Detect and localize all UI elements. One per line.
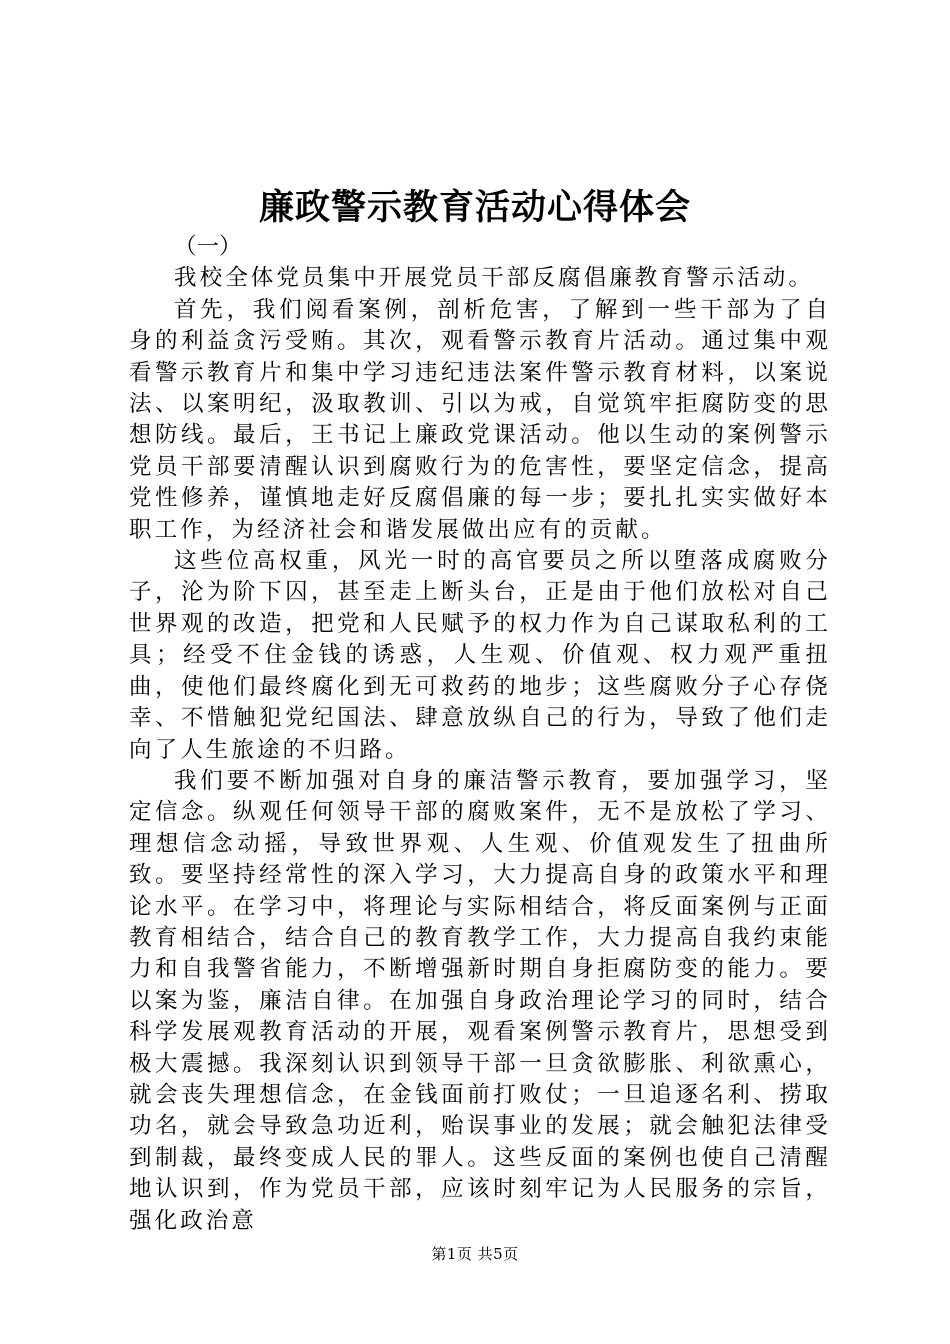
body-paragraph-self-education: 我们要不断加强对自身的廉洁警示教育，要加强学习，坚定信念。纵观任何领导干部的腐败案件，无不是放松了学习、理想信念动摇，导致世界观、人生观、价值观发生了扭曲所致。要坚持经常性的深入学习，大力提高自身的政策水平和理论水平。在学习中，将理论与实际相结合，将反面案例与正面教育相结合，结合自己的教育教学工作，大力提高自我约束能力和自我警省能力，不断增强新时期自身拒腐防变的能力。要以案为鉴，廉洁自律。在加强自身政治理论学习的同时，结合科学发展观教育活动的开展，观看案例警示教育片，思想受到极大震撼。我深刻认识到领导干部一旦贪欲膨胀、利欲熏心，就会丧失理想信念，在金钱面前打败仗；一旦追逐名利、捞取功名，就会导致急功近利，贻误事业的发展；就会触犯法律受到制裁，最终变成人民的罪人。这些反面的案例也使自己清醒地认识到，作为党员干部，应该时刻牢记为人民服务的宗旨，强化政治意: [129, 767, 831, 1234]
page-number-footer: 第1页 共5页: [431, 1245, 519, 1263]
section-label: （一）: [174, 234, 242, 260]
body-paragraph-intro: 我校全体党员集中开展党员干部反腐倡廉教育警示活动。: [174, 265, 815, 292]
body-paragraph-activities: 首先，我们阅看案例，剖析危害，了解到一些干部为了自身的利益贪污受贿。其次，观看警示教育片活动。通过集中观看警示教育片和集中学习违纪违法案件警示教育材料，以案说法、以案明纪，汲取教训、引以为戒，自觉筑牢拒腐防变的思想防线。最后，王书记上廉政党课活动。他以生动的案例警示党员干部要清醒认识到腐败行为的危害性，要坚定信念，提高党性修养，谨慎地走好反腐倡廉的每一步；要扎扎实实做好本职工作，为经济社会和谐发展做出应有的贡献。: [129, 296, 831, 543]
document-body: [129, 232, 831, 1237]
document-title: 廉政警示教育活动心得体会: [258, 187, 691, 228]
body-paragraph-corruption-causes: 这些位高权重，风光一时的高官要员之所以堕落成腐败分子，沦为阶下囚，甚至走上断头台，正是由于他们放松对自己世界观的改造，把党和人民赋予的权力作为自己谋取私利的工具；经受不住金钱的诱惑，人生观、价值观、权力观严重扭曲，使他们最终腐化到无可救药的地步；这些腐败分子心存侥幸、不惜触犯党纪国法、肆意放纵自己的行为，导致了他们走向了人生旅途的不归路。: [129, 548, 831, 763]
